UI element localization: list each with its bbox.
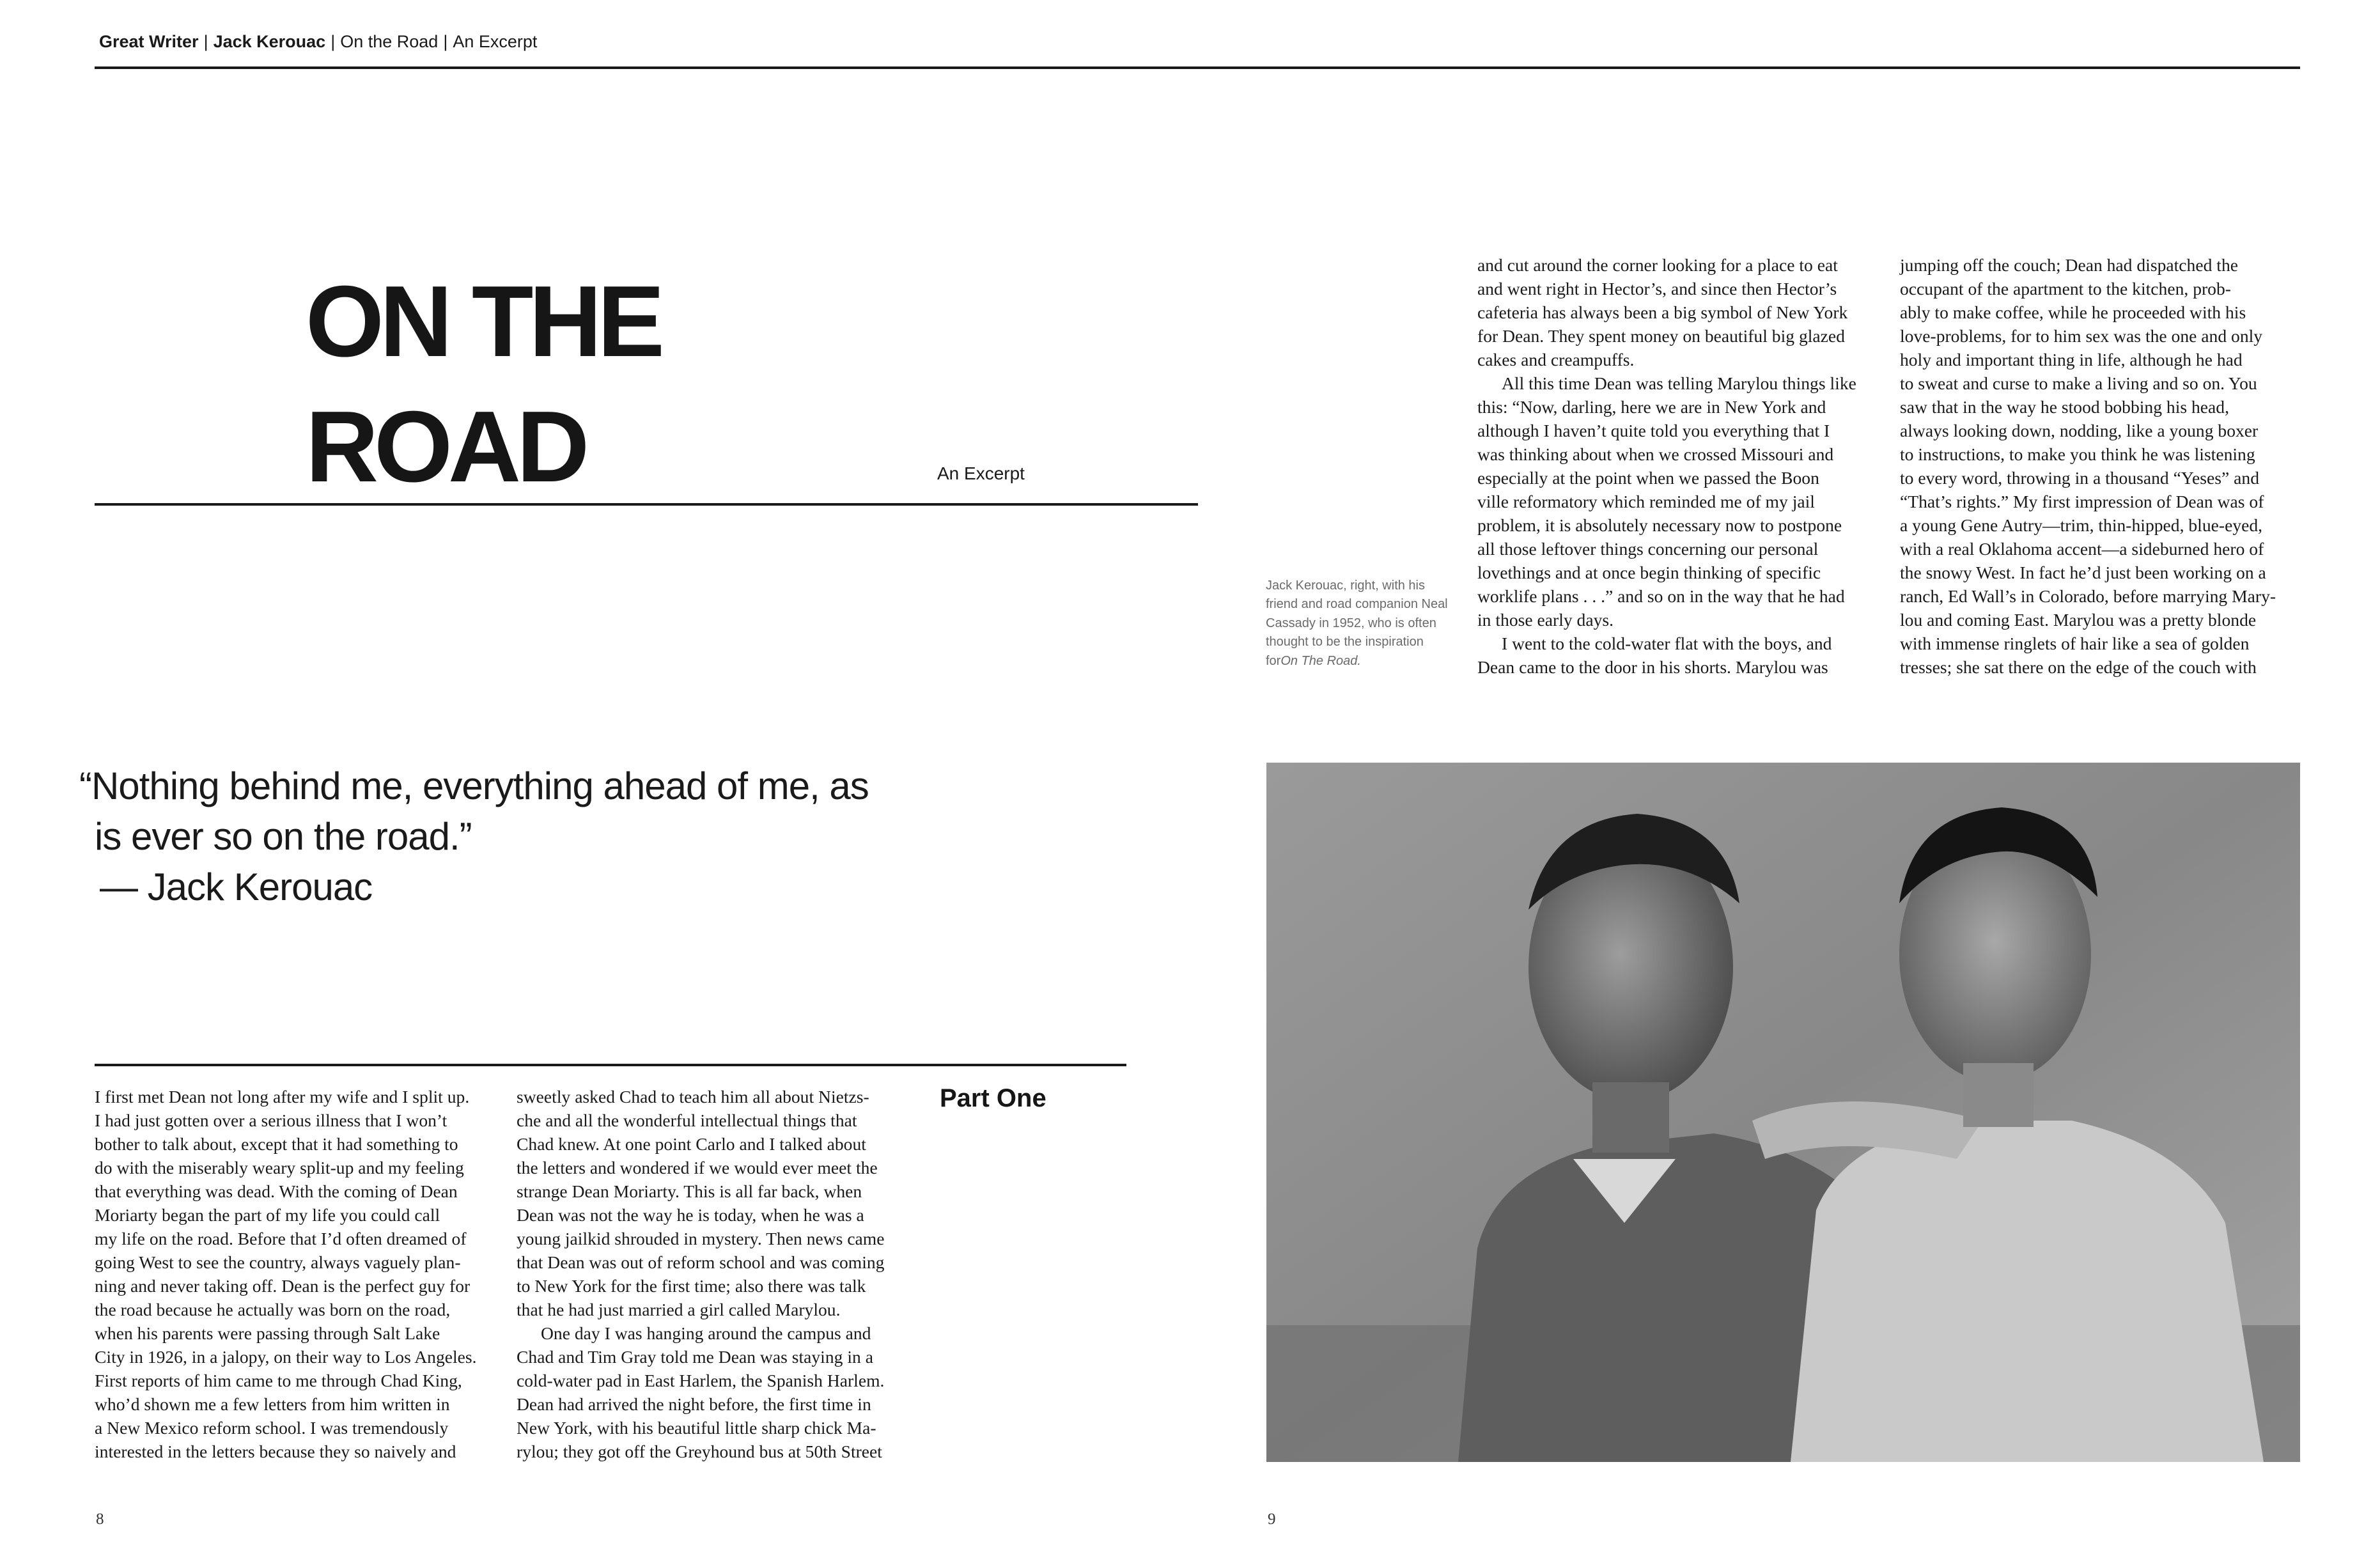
caption-prefix: for: [1266, 653, 1281, 668]
col1-line: my life on the road. Before that I’d often dreamed of: [95, 1229, 467, 1248]
text-column-2: [517, 1085, 885, 1463]
col3-line: and cut around the corner looking for a place to eat: [1477, 255, 1838, 275]
text-column-3: [1477, 253, 1856, 679]
col2-line: that Dean was out of reform school and was coming: [517, 1252, 885, 1272]
col4-line: always looking down, nodding, like a young boxer: [1900, 421, 2259, 440]
caption-book-title: On The Road.: [1280, 653, 1361, 668]
col4-line: the snowy West. In fact he’d just been working on a: [1900, 563, 2266, 582]
col2-line: the letters and wondered if we would ever meet the: [517, 1158, 878, 1178]
header-section: Great Writer: [99, 32, 199, 51]
col1-line: bother to talk about, except that it had something to: [95, 1134, 458, 1154]
header-subtitle: An Excerpt: [453, 32, 538, 51]
col4-line: tresses; she sat there on the edge of the couch with: [1900, 657, 2257, 677]
col3-line: problem, it is absolutely necessary now to postpone: [1477, 515, 1842, 535]
text-column-4: [1900, 253, 2276, 679]
page-number-right: 9: [1268, 1511, 1276, 1528]
caption-line-1: Jack Kerouac, right, with his: [1266, 579, 1425, 593]
col3-line: cafeteria has always been a big symbol of New York: [1477, 302, 1848, 322]
col2-line: che and all the wonderful intellectual things that: [517, 1110, 857, 1130]
col2-line: that he had just married a girl called Marylou.: [517, 1300, 841, 1319]
col1-line: I first met Dean not long after my wife and I split up.: [95, 1087, 470, 1107]
col4-line: with immense ringlets of hair like a sea of golden: [1900, 634, 2250, 653]
col1-line: who’d shown me a few letters from him written in: [95, 1394, 450, 1414]
col2-line: New York, with his beautiful little sharp chick Ma-: [517, 1418, 876, 1438]
col4-line: “That’s rights.” My first impression of Dean was of: [1900, 492, 2264, 511]
col2-line: rylou; they got off the Greyhound bus at 50th Street: [517, 1442, 882, 1461]
col3-line: All this time Dean was telling Marylou things like: [1502, 373, 1856, 393]
title-line-2: ROAD: [306, 391, 586, 503]
col1-line: I had just gotten over a serious illness that I won’t: [95, 1110, 447, 1130]
col1-line: ning and never taking off. Dean is the perfect guy for: [95, 1276, 471, 1296]
col3-line: in those early days.: [1477, 610, 1614, 630]
col4-line: with a real Oklahoma accent—a sideburned hero of: [1900, 539, 2264, 559]
col2-line: Chad knew. At one point Carlo and I talked about: [517, 1134, 866, 1154]
col3-line: ville reformatory which reminded me of my jail: [1477, 492, 1815, 511]
col1-line: the road because he actually was born on the road,: [95, 1300, 451, 1319]
col2-line: strange Dean Moriarty. This is all far back, when: [517, 1181, 862, 1201]
page-number-left: 8: [96, 1511, 104, 1528]
col2-line: sweetly asked Chad to teach him all about Nietzs-: [517, 1087, 869, 1107]
col3-line: and went right in Hector’s, and since then Hector’s: [1477, 279, 1837, 299]
col3-line: especially at the point when we passed the Boon: [1477, 468, 1819, 488]
photo-illustration: [1266, 763, 2300, 1462]
caption-line-5: [1266, 652, 1458, 671]
col1-line: Moriarty began the part of my life you could call: [95, 1205, 440, 1225]
col4-line: occupant of the apartment to the kitchen, prob-: [1900, 279, 2231, 299]
col3-line: was thinking about when we crossed Missouri and: [1477, 444, 1834, 464]
col2-line: Dean was not the way he is today, when he was a: [517, 1205, 864, 1225]
col2-line: Dean had arrived the night before, the first time in: [517, 1394, 871, 1414]
portrait-photo: [1266, 763, 2300, 1462]
col3-line: worklife plans . . .” and so on in the way that he had: [1477, 586, 1845, 606]
col2-line: young jailkid shrouded in mystery. Then news came: [517, 1229, 885, 1248]
col3-line: all those leftover things concerning our personal: [1477, 539, 1819, 559]
page-title: [306, 259, 753, 509]
col3-line: although I haven’t quite told you everything that I: [1477, 421, 1830, 440]
caption-line-2: friend and road companion Neal: [1266, 597, 1448, 612]
col1-line: going West to see the country, always vaguely plan-: [95, 1252, 461, 1272]
col3-line: for Dean. They spent money on beautiful big glazed: [1477, 326, 1845, 346]
header-title: On the Road: [340, 32, 439, 51]
col2-line: to New York for the first time; also there was talk: [517, 1276, 866, 1296]
text-column-1: [95, 1085, 477, 1463]
col4-line: ranch, Ed Wall’s in Colorado, before marrying Mary-: [1900, 586, 2276, 606]
col2-line: Chad and Tim Gray told me Dean was staying in a: [517, 1347, 873, 1367]
quote-line-2: is ever so on the road.”: [95, 815, 472, 858]
quote-attribution: — Jack Kerouac: [100, 866, 373, 908]
col4-line: jumping off the couch; Dean had dispatched the: [1900, 255, 2238, 275]
col1-line: when his parents were passing through Salt Lake: [95, 1323, 440, 1343]
col4-line: lou and coming East. Marylou was a pretty blonde: [1900, 610, 2257, 630]
header-rule: [95, 66, 2300, 69]
pull-quote: [79, 761, 869, 912]
photo-caption: [1266, 577, 1458, 671]
col2-line: One day I was hanging around the campus and: [541, 1323, 871, 1343]
col4-line: to every word, throwing in a thousand “Yeses” and: [1900, 468, 2259, 488]
col4-line: a young Gene Autry—trim, thin-hipped, blue-eyed,: [1900, 515, 2263, 535]
title-line-1: ON THE: [306, 265, 660, 378]
title-rule: [95, 503, 1198, 506]
col1-line: interested in the letters because they so naively and: [95, 1442, 456, 1461]
col3-line: I went to the cold-water flat with the boys, and: [1502, 634, 1832, 653]
col1-line: do with the miserably weary split-up and my feeling: [95, 1158, 464, 1178]
col3-line: lovethings and at once begin thinking of specific: [1477, 563, 1821, 582]
col4-line: holy and important thing in life, although he had: [1900, 350, 2243, 369]
running-header: Great Writer | Jack Kerouac | On the Road | An Excerpt: [99, 32, 538, 51]
title-subtitle: An Excerpt: [937, 463, 1025, 483]
quote-line-1: “Nothing behind me, everything ahead of me, as: [79, 765, 869, 807]
col4-line: love-problems, for to him sex was the one and only: [1900, 326, 2263, 346]
col4-line: ably to make coffee, while he proceeded with his: [1900, 302, 2246, 322]
col4-line: to sweat and curse to make a living and so on. You: [1900, 373, 2257, 393]
col3-line: Dean came to the door in his shorts. Marylou was: [1477, 657, 1828, 677]
col1-line: City in 1926, in a jalopy, on their way to Los Angeles.: [95, 1347, 477, 1367]
caption-line-3: Cassady in 1952, who is often: [1266, 616, 1436, 630]
col4-line: saw that in the way he stood bobbing his head,: [1900, 397, 2229, 417]
part-heading: Part One: [940, 1084, 1046, 1112]
section-rule: [95, 1064, 1126, 1066]
header-author: Jack Kerouac: [213, 32, 326, 51]
col2-line: cold-water pad in East Harlem, the Spanish Harlem.: [517, 1371, 885, 1390]
col4-line: to instructions, to make you think he was listening: [1900, 444, 2255, 464]
col3-line: this: “Now, darling, here we are in New York and: [1477, 397, 1826, 417]
col3-line: cakes and creampuffs.: [1477, 350, 1635, 369]
col1-line: First reports of him came to me through Chad King,: [95, 1371, 462, 1390]
caption-line-4: thought to be the inspiration: [1266, 635, 1424, 649]
col1-line: a New Mexico reform school. I was tremendously: [95, 1418, 449, 1438]
col1-line: that everything was dead. With the coming of Dean: [95, 1181, 458, 1201]
